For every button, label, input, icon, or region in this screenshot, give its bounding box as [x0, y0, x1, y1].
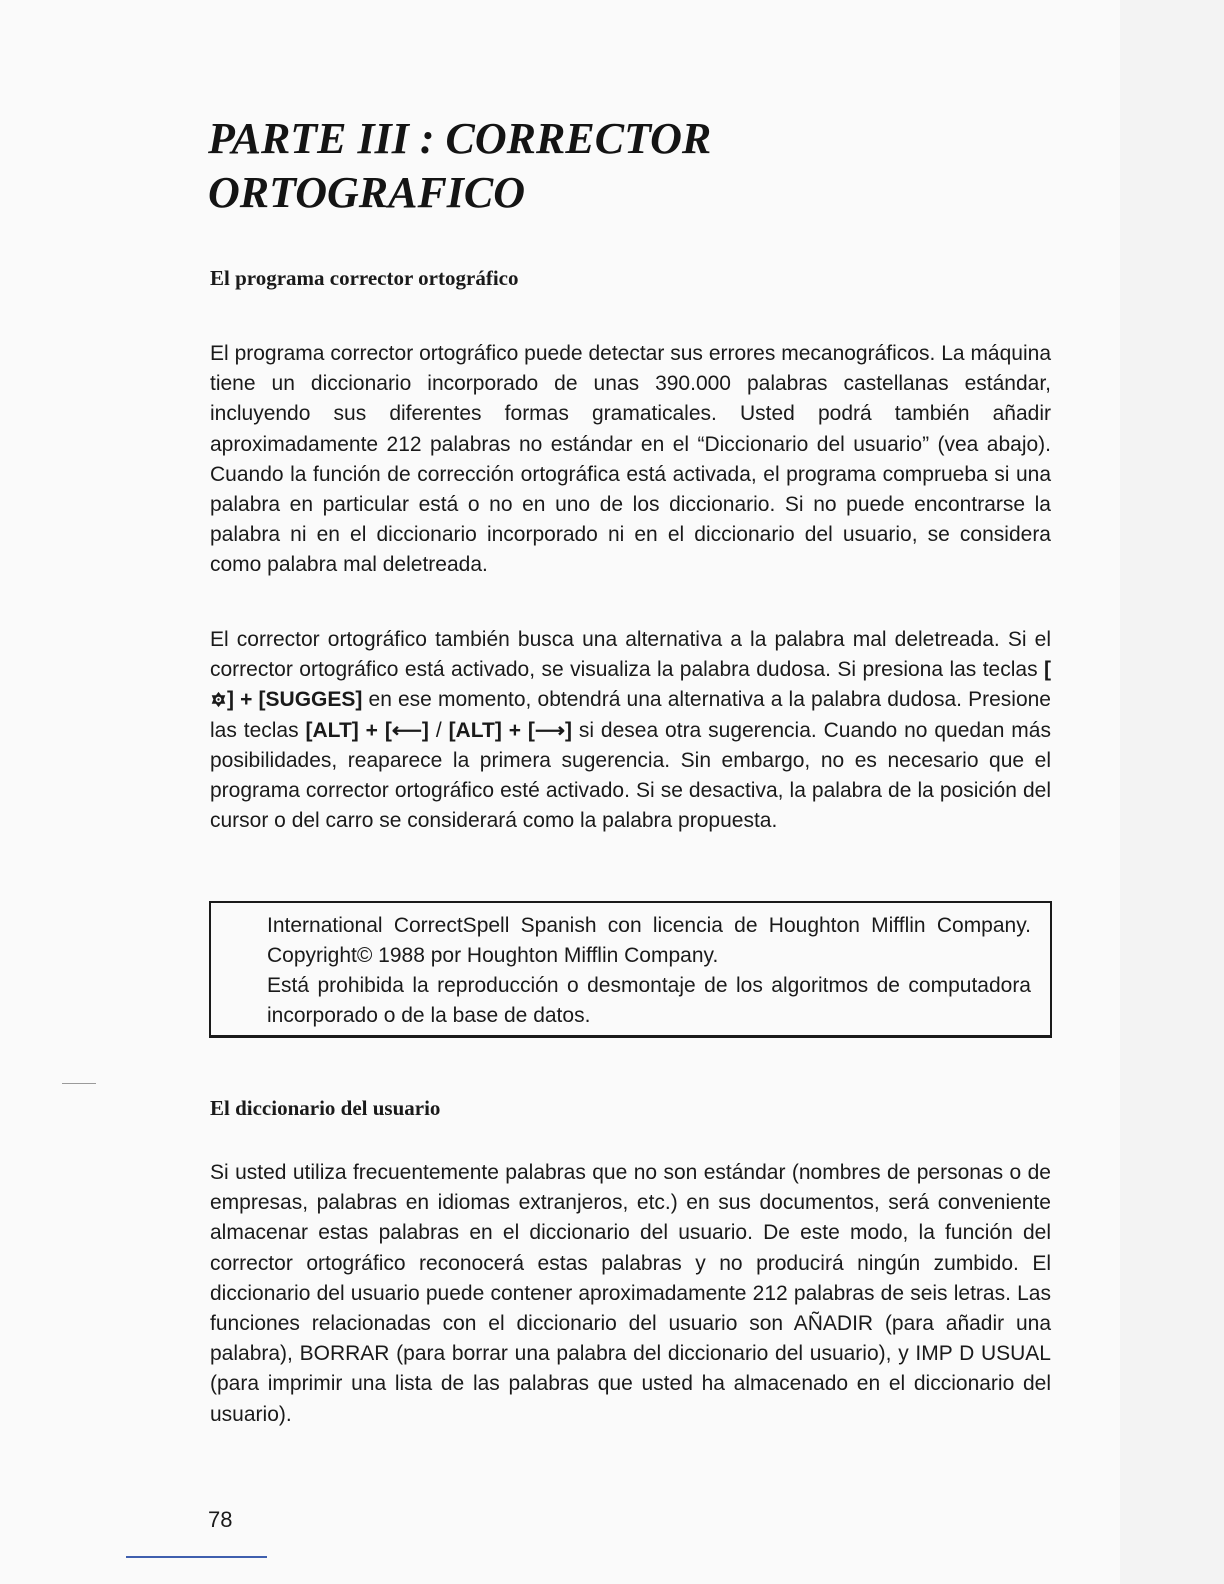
section-heading-spell-checker: El programa corrector ortográfico [210, 266, 519, 290]
license-notice-text [267, 911, 1031, 1031]
section-heading-user-dictionary: El diccionario del usuario [210, 1096, 441, 1120]
page-edge-shading [1120, 0, 1224, 1584]
chapter-title-line-2: ORTOGRAFICO [208, 168, 526, 217]
alt-right-key-combo: [ALT] + [⟶] [448, 718, 572, 742]
alt-left-key-combo: [ALT] + [⟵] [305, 718, 429, 742]
paragraph-spell-checker-intro: El programa corrector ortográfico puede detectar sus errores mecanográficos. La máquina tiene un diccionario incorporado de unas 390.000 palabras castellanas estándar, incluyendo sus diferentes formas gramaticales. Usted podrá también añadir aproximadamente 212 palabras no estándar en el “Diccionario del usuario” (vea abajo). Cuando la función de corrección ortográfica está activada, el programa comprueba si una palabra en particular está o no en uno de los diccionario. Si no puede encontrarse la palabra ni en el diccionario incorporado ni en el diccionario del usuario, se considera como palabra mal deletreada. [210, 342, 1051, 577]
license-notice-box [209, 901, 1052, 1038]
bottom-edge-mark [126, 1556, 267, 1558]
gear-key-icon [210, 691, 227, 708]
paragraph-spell-checker-suggestions [210, 625, 1051, 836]
license-notice-line-1: International CorrectSpell Spanish con licencia de Houghton Mifflin Company. Copyright© 1988 por Houghton Mifflin Company. [267, 914, 1031, 967]
suggestions-text-b: en ese momento, obtendrá una alternativa a la palabra dudosa. Presione las teclas [210, 688, 1051, 742]
margin-mark [62, 1083, 96, 1084]
page-number: 78 [208, 1507, 233, 1532]
paragraph-user-dictionary: Si usted utiliza frecuentemente palabras que no son estándar (nombres de personas o de empresas, palabras en idiomas extranjeros, etc.) en sus documentos, será conveniente almacenar estas palabras en el diccionario del usuario. De este modo, la función del corrector ortográfico reconocerá estas palabras y no producirá ningún zumbido. El diccionario del usuario puede contener aproximadamente 212 palabras de seis letras. Las funciones relacionadas con el diccionario del usuario son AÑADIR (para añadir una palabra), BORRAR (para borrar una palabra del diccionario del usuario), y IMP D USUAL (para imprimir una lista de las palabras que usted ha almacenado en el diccionario del usuario). [210, 1161, 1051, 1426]
combo-separator: / [428, 718, 449, 742]
license-notice-line-2: Está prohibida la reproducción o desmontaje de los algoritmos de computadora incorporado o de la base de datos. [267, 974, 1031, 1027]
chapter-title [208, 112, 1008, 220]
suggestions-text-a: El corrector ortográfico también busca una alternativa a la palabra mal deletreada. Si el corrector ortográfico está activado, se visualiza la palabra dudosa. Si presiona las teclas [210, 628, 1051, 682]
key-bracket-open: [ [1044, 658, 1051, 682]
suggestions-text-c: si desea otra sugerencia. Cuando no quedan más posibilidades, reaparece la primera sugerencia. Sin embargo, no es necesario que el programa corrector ortográfico esté activado. Si se desactiva, la palabra de la posición del cursor o del carro se considerará como la palabra propuesta. [210, 718, 1051, 833]
chapter-title-line-1: PARTE III : CORRECTOR [208, 114, 712, 163]
key-suggest-combo: ] + [SUGGES] [227, 688, 363, 712]
